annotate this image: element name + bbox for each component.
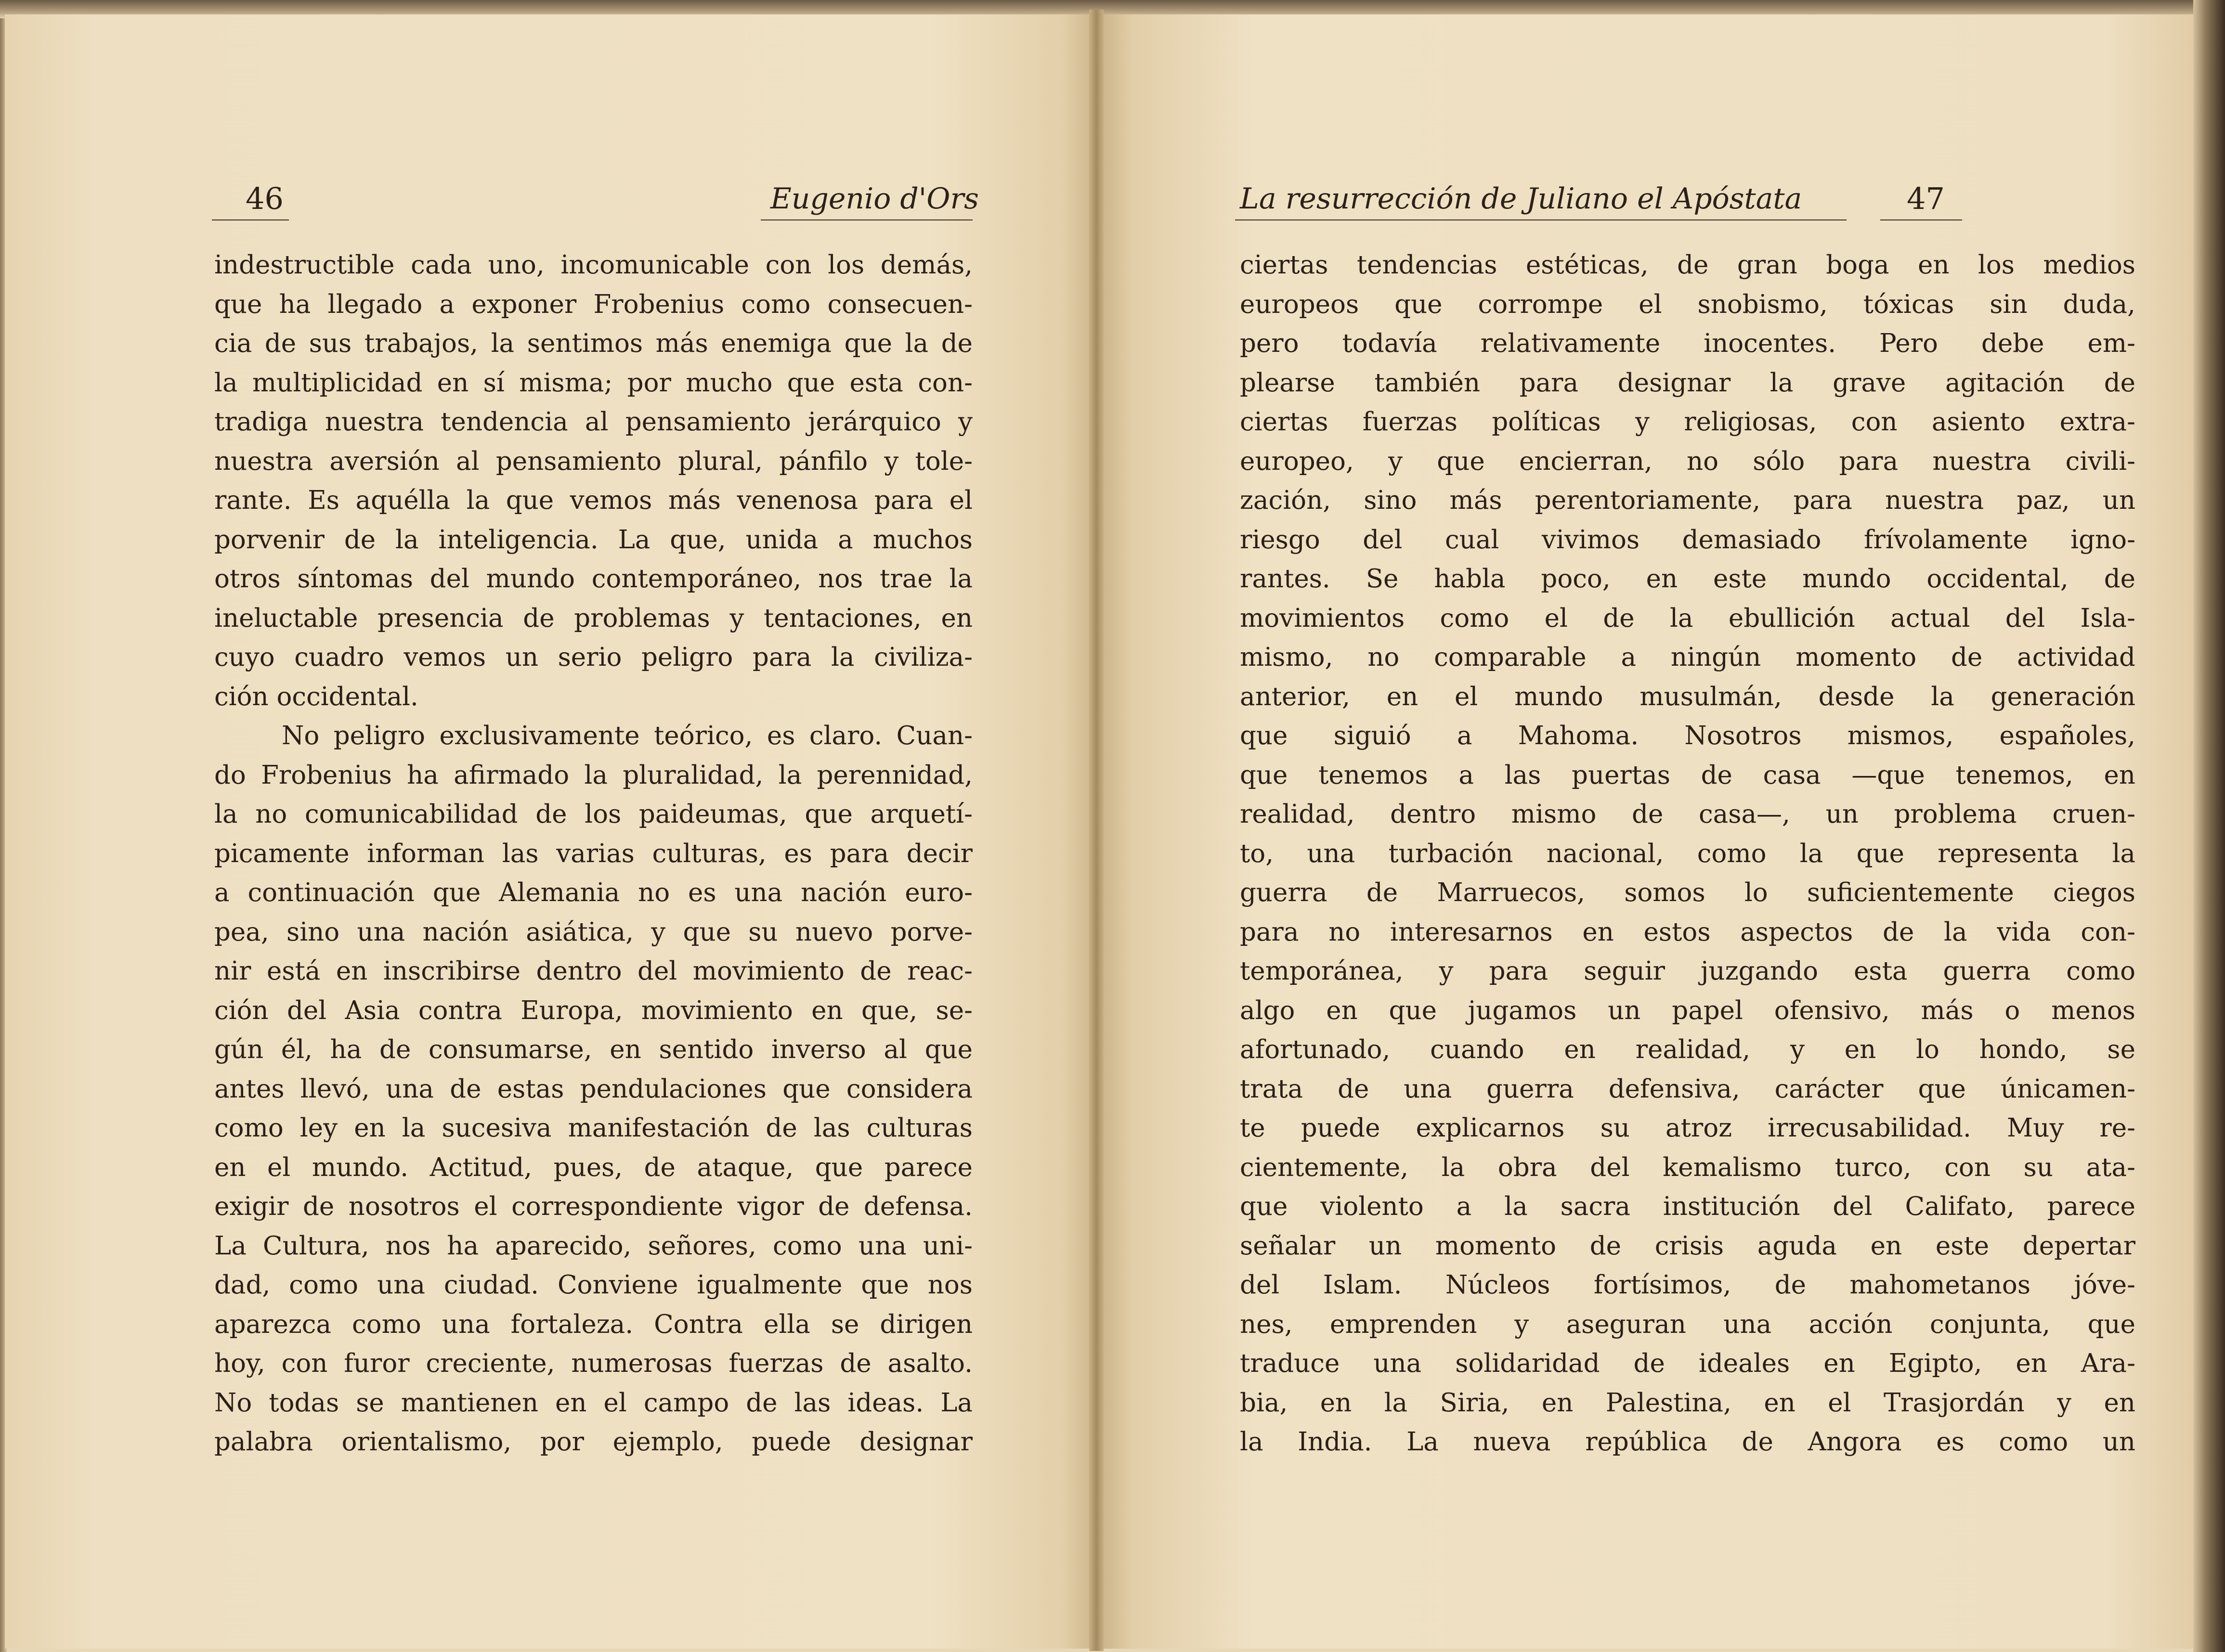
text-line: guerra de Marruecos, somos lo suficientemente ciegos (1240, 878, 2135, 907)
right-running-head: La resurrección de Juliano el Apóstata (1240, 182, 1802, 216)
text-line: ción occidental. (214, 682, 418, 711)
text-line: cuyo cuadro vemos un serio peligro para la civiliza- (214, 643, 973, 672)
text-line: No todas se mantienen en el campo de las ideas. La (214, 1388, 973, 1418)
book-right-edge (2193, 0, 2225, 1652)
text-line: La Cultura, nos ha aparecido, señores, como una uni- (214, 1231, 973, 1261)
left-running-head-rule (761, 219, 973, 220)
text-line: do Frobenius ha afirmado la pluralidad, la perennidad, (214, 760, 973, 790)
text-line: ineluctable presencia de problemas y tentaciones, en (214, 603, 973, 633)
text-line: pero todavía relativamente inocentes. Pero debe em- (1240, 329, 2135, 358)
text-line: riesgo del cual vivimos demasiado frívolamente igno- (1240, 525, 2135, 555)
right-page (1100, 14, 2193, 1649)
text-line: ción del Asia contra Europa, movimiento en que, se- (214, 995, 973, 1025)
right-page-number-rule (1880, 219, 1962, 220)
text-line: que tenemos a las puertas de casa —que tenemos, en (1240, 760, 2135, 790)
text-line: anterior, en el mundo musulmán, desde la generación (1240, 682, 2135, 711)
text-line: rante. Es aquélla la que vemos más venenosa para el (214, 486, 973, 515)
text-line: que ha llegado a exponer Frobenius como consecuen- (214, 289, 973, 319)
text-line: zación, sino más perentoriamente, para nuestra paz, un (1240, 486, 2135, 515)
text-line: europeo, y que encierran, no sólo para nuestra civili- (1240, 446, 2135, 476)
text-line: palabra orientalismo, por ejemplo, puede designar (214, 1427, 973, 1457)
text-line: nir está en inscribirse dentro del movimiento de reac- (214, 956, 973, 986)
text-line: la multiplicidad en sí misma; por mucho que esta con- (214, 368, 973, 398)
text-line: algo en que jugamos un papel ofensivo, más o menos (1240, 995, 2135, 1025)
text-line: ciertas fuerzas políticas y religiosas, con asiento extra- (1240, 407, 2135, 437)
text-line: que siguió a Mahoma. Nosotros mismos, españoles, (1240, 721, 2135, 750)
left-page-number-rule (212, 219, 289, 220)
text-line: nes, emprenden y aseguran una acción conjunta, que (1240, 1309, 2135, 1339)
text-line: aparezca como una fortaleza. Contra ella se dirigen (214, 1309, 973, 1339)
text-line: indestructible cada uno, incomunicable con los demás, (214, 250, 973, 280)
left-page (5, 14, 1095, 1649)
text-line: gún él, ha de consumarse, en sentido inverso al que (214, 1035, 973, 1064)
text-line: la no comunicabilidad de los paideumas, que arquetí- (214, 800, 973, 829)
text-line: cientemente, la obra del kemalismo turco, con su ata- (1240, 1152, 2135, 1182)
right-page-number: 47 (1907, 181, 1945, 216)
text-line: nuestra aversión al pensamiento plural, pánfilo y tole- (214, 446, 973, 476)
text-line: cia de sus trabajos, la sentimos más enemiga que la de (214, 329, 973, 358)
text-line: afortunado, cuando en realidad, y en lo hondo, se (1240, 1035, 2135, 1064)
text-line: dad, como una ciudad. Conviene igualmente que nos (214, 1270, 973, 1300)
text-line: bia, en la Siria, en Palestina, en el Trasjordán y en (1240, 1388, 2135, 1418)
text-line: realidad, dentro mismo de casa—, un problema cruen- (1240, 800, 2135, 829)
right-page-header (1100, 177, 2193, 220)
text-line: exigir de nosotros el correspondiente vigor de defensa. (214, 1192, 973, 1221)
text-line: No peligro exclusivamente teórico, es claro. Cuan- (282, 721, 973, 750)
left-page-number: 46 (246, 181, 284, 216)
left-running-head: Eugenio d'Ors (770, 182, 979, 216)
text-line: to, una turbación nacional, como la que representa la (1240, 839, 2135, 868)
text-line: te puede explicarnos su atroz irrecusabilidad. Muy re- (1240, 1113, 2135, 1143)
text-line: hoy, con furor creciente, numerosas fuerzas de asalto. (214, 1349, 973, 1378)
text-line: señalar un momento de crisis aguda en este depertar (1240, 1231, 2135, 1261)
right-running-head-rule (1235, 219, 1847, 220)
text-line: temporánea, y para seguir juzgando esta guerra como (1240, 956, 2135, 986)
text-line: rantes. Se habla poco, en este mundo occidental, de (1240, 564, 2135, 594)
left-page-body (214, 245, 973, 1462)
book-gutter (1089, 10, 1104, 1651)
text-line: traduce una solidaridad de ideales en Egipto, en Ara- (1240, 1349, 2135, 1378)
text-line: en el mundo. Actitud, pues, de ataque, que parece (214, 1152, 973, 1182)
text-line: antes llevó, una de estas pendulaciones que considera (214, 1074, 973, 1104)
text-line: mismo, no comparable a ningún momento de actividad (1240, 643, 2135, 672)
text-line: como ley en la sucesiva manifestación de las culturas (214, 1113, 973, 1143)
text-line: europeos que corrompe el snobismo, tóxicas sin duda, (1240, 289, 2135, 319)
text-line: ciertas tendencias estéticas, de gran boga en los medios (1240, 250, 2135, 280)
left-page-header (5, 177, 1095, 220)
text-line: movimientos como el de la ebullición actual del Isla- (1240, 603, 2135, 633)
right-page-body (1240, 245, 2135, 1462)
text-line: pea, sino una nación asiática, y que su nuevo porve- (214, 917, 973, 947)
text-line: la India. La nueva república de Angora es como un (1240, 1427, 2135, 1457)
text-line: picamente informan las varias culturas, es para decir (214, 839, 973, 868)
text-line: que violento a la sacra institución del Califato, parece (1240, 1192, 2135, 1221)
text-line: otros síntomas del mundo contemporáneo, nos trae la (214, 564, 973, 594)
text-line: a continuación que Alemania no es una nación euro- (214, 878, 973, 907)
text-line: para no interesarnos en estos aspectos de la vida con- (1240, 917, 2135, 947)
text-line: porvenir de la inteligencia. La que, unida a muchos (214, 525, 973, 555)
text-line: tradiga nuestra tendencia al pensamiento jerárquico y (214, 407, 973, 437)
text-line: trata de una guerra defensiva, carácter que únicamen- (1240, 1074, 2135, 1104)
text-line: plearse también para designar la grave agitación de (1240, 368, 2135, 398)
text-line: del Islam. Núcleos fortísimos, de mahometanos jóve- (1240, 1270, 2135, 1300)
